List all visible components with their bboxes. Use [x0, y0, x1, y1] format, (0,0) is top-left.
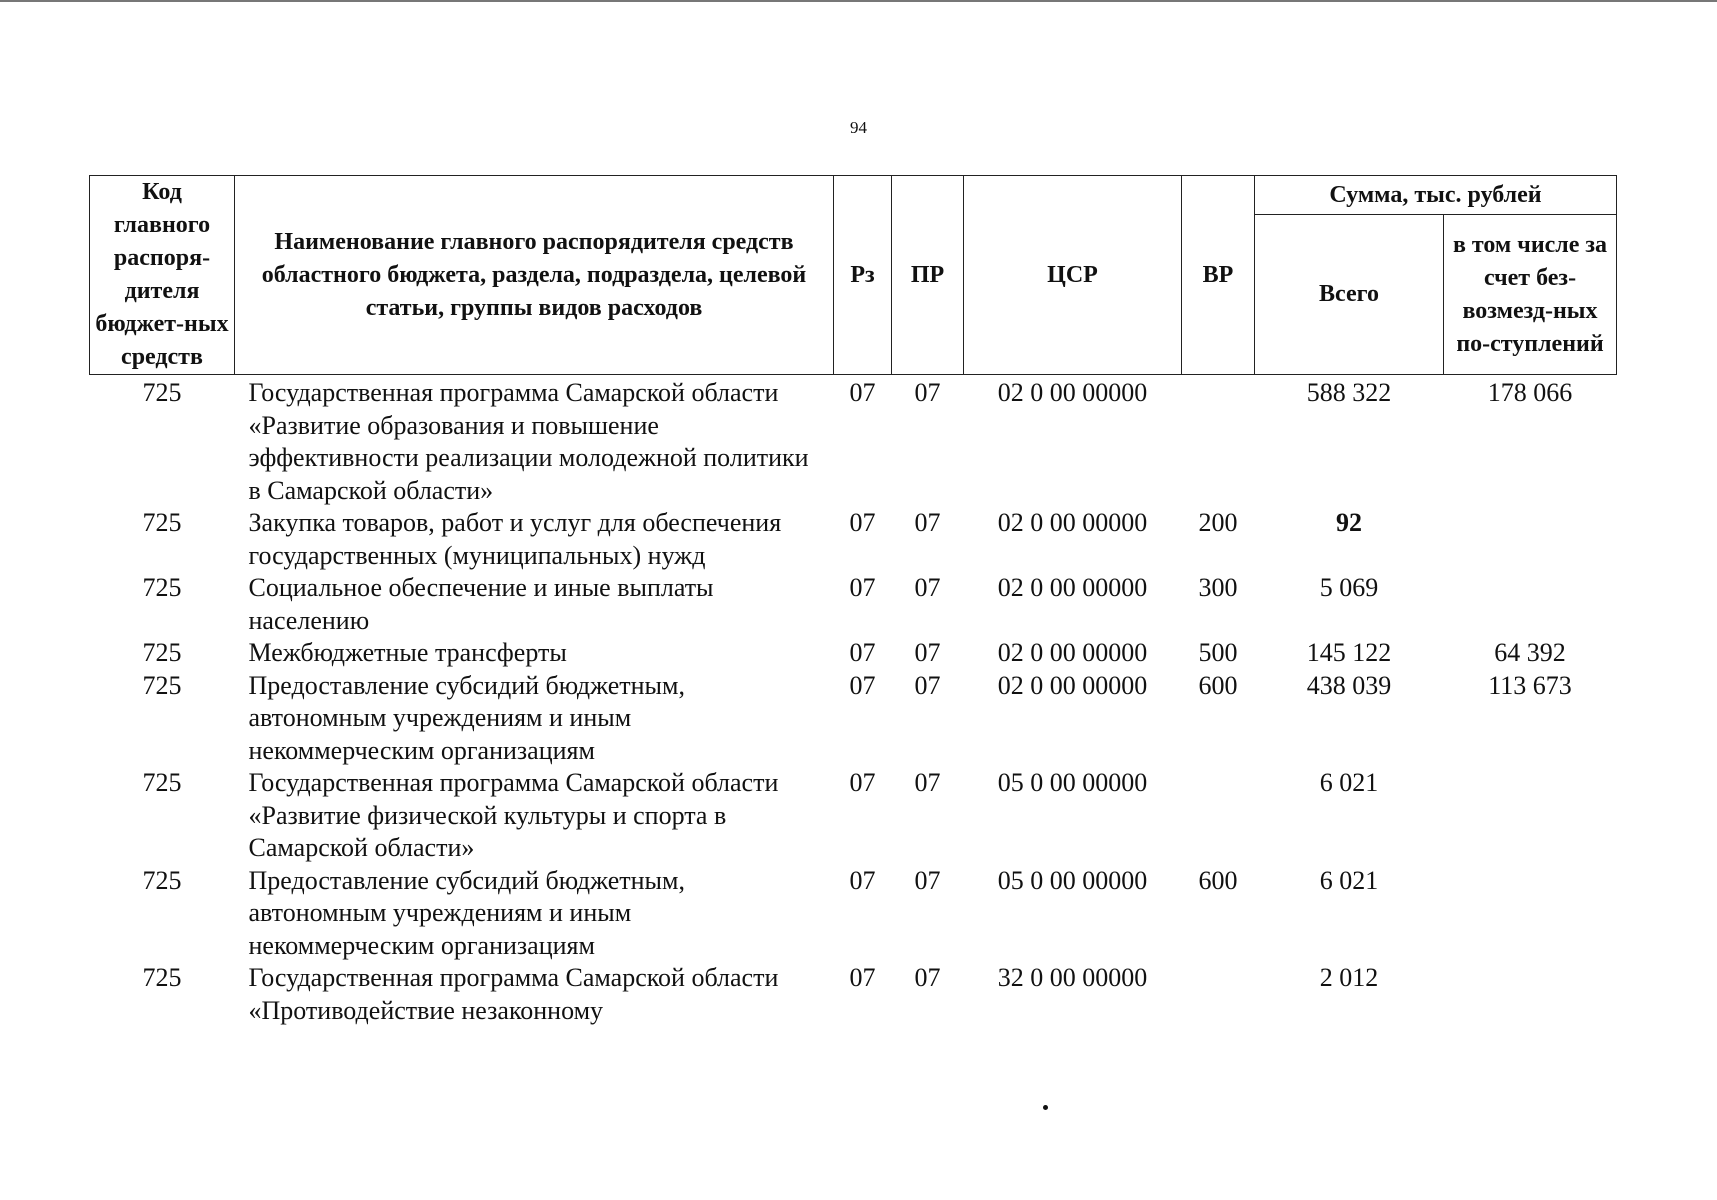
cell-total: 6 021: [1319, 768, 1379, 797]
cell-total: 2 012: [1319, 963, 1379, 992]
budget-table: [89, 175, 1617, 1027]
cell-code: 725: [142, 378, 182, 407]
cell-vr: [1182, 962, 1255, 1027]
cell-csr: 32 0 00 00000: [997, 963, 1148, 992]
header-vr: ВР: [1182, 176, 1255, 375]
cell-csr: 05 0 00 00000: [997, 768, 1148, 797]
table-row: [90, 637, 1617, 670]
cell-name: Государственная программа Самарской области «Развитие физической культуры и спорта в Самарской области»: [248, 768, 779, 862]
cell-vr: 200: [1198, 508, 1238, 537]
header-total: Всего: [1255, 215, 1444, 375]
cell-grant: [1444, 572, 1617, 637]
table-row: [90, 962, 1617, 1027]
cell-grant: 178 066: [1487, 378, 1573, 407]
cell-pr: 07: [914, 865, 941, 895]
cell-pr: 07: [914, 378, 941, 407]
cell-rz: 07: [849, 963, 876, 992]
cell-csr: 05 0 00 00000: [997, 865, 1148, 895]
cell-name: Закупка товаров, работ и услуг для обеспечения государственных (муниципальных) нужд: [248, 508, 782, 570]
cell-pr: 07: [914, 508, 941, 537]
cell-rz: 07: [849, 768, 876, 797]
cell-total: 5 069: [1319, 573, 1379, 602]
header-name: Наименование главного распорядителя средств областного бюджета, раздела, подраздела, целевой статьи, группы видов расходов: [235, 176, 834, 375]
header-code: Код главного распоря-дителя бюджет-ных средств: [90, 176, 235, 375]
scan-top-edge: [0, 0, 1717, 2]
cell-vr: 600: [1198, 670, 1238, 700]
table-row: [90, 865, 1617, 963]
cell-grant: [1444, 865, 1617, 963]
cell-code: 725: [142, 670, 182, 700]
cell-grant: [1444, 962, 1617, 1027]
table-row: [90, 375, 1617, 508]
cell-name: Предоставление субсидий бюджетным, автономным учреждениям и иным некоммерческим организациям: [248, 670, 685, 765]
table-header: [90, 176, 1617, 375]
cell-code: 725: [142, 865, 182, 895]
cell-pr: 07: [914, 573, 941, 602]
cell-name: Межбюджетные трансферты: [248, 638, 567, 667]
cell-name: Предоставление субсидий бюджетным, автономным учреждениям и иным некоммерческим организациям: [248, 865, 685, 960]
cell-total: 588 322: [1306, 378, 1392, 407]
table-row: [90, 767, 1617, 865]
cell-total: 145 122: [1306, 638, 1392, 667]
cell-pr: 07: [914, 963, 941, 992]
cell-vr: [1182, 767, 1255, 865]
header-pr: ПР: [892, 176, 964, 375]
header-csr: ЦСР: [964, 176, 1182, 375]
cell-csr: 02 0 00 00000: [997, 670, 1148, 700]
cell-pr: 07: [914, 768, 941, 797]
cell-name: Государственная программа Самарской области «Противодействие незаконному: [248, 963, 779, 1025]
cell-rz: 07: [849, 638, 876, 667]
table-row: [90, 507, 1617, 572]
cell-grant: 64 392: [1494, 638, 1566, 667]
scan-speck: [1043, 1105, 1048, 1110]
cell-csr: 02 0 00 00000: [997, 378, 1148, 407]
header-grant: в том числе за счет без-возмезд-ных по-ступлений: [1444, 215, 1617, 375]
cell-rz: 07: [849, 670, 876, 700]
table-body: [90, 375, 1617, 1028]
header-rz: Рз: [834, 176, 892, 375]
cell-vr: 600: [1198, 865, 1238, 895]
cell-name: Государственная программа Самарской области «Развитие образования и повышение эффективности реализации молодежной политики в Самарской области»: [248, 378, 809, 505]
cell-vr: [1182, 375, 1255, 508]
table-row: [90, 670, 1617, 768]
cell-rz: 07: [849, 378, 876, 407]
header-sum-group: Сумма, тыс. рублей: [1255, 176, 1617, 215]
cell-csr: 02 0 00 00000: [997, 638, 1148, 667]
cell-rz: 07: [849, 865, 876, 895]
cell-pr: 07: [914, 670, 941, 700]
cell-grant: 113 673: [1488, 670, 1572, 700]
cell-code: 725: [142, 508, 182, 537]
cell-vr: 300: [1198, 573, 1238, 602]
cell-total: 438 039: [1306, 670, 1392, 700]
cell-csr: 02 0 00 00000: [997, 508, 1148, 537]
table-row: [90, 572, 1617, 637]
cell-pr: 07: [914, 638, 941, 667]
cell-csr: 02 0 00 00000: [997, 573, 1148, 602]
cell-code: 725: [142, 768, 182, 797]
cell-total: 92: [1336, 508, 1362, 537]
page-number: 94: [850, 118, 867, 137]
cell-rz: 07: [849, 573, 876, 602]
cell-vr: 500: [1198, 638, 1238, 667]
cell-code: 725: [142, 963, 182, 992]
cell-rz: 07: [849, 508, 876, 537]
cell-code: 725: [142, 573, 182, 602]
cell-grant: [1444, 507, 1617, 572]
cell-name: Социальное обеспечение и иные выплаты населению: [248, 573, 714, 635]
cell-total: 6 021: [1319, 865, 1379, 895]
cell-grant: [1444, 767, 1617, 865]
cell-code: 725: [142, 638, 182, 667]
